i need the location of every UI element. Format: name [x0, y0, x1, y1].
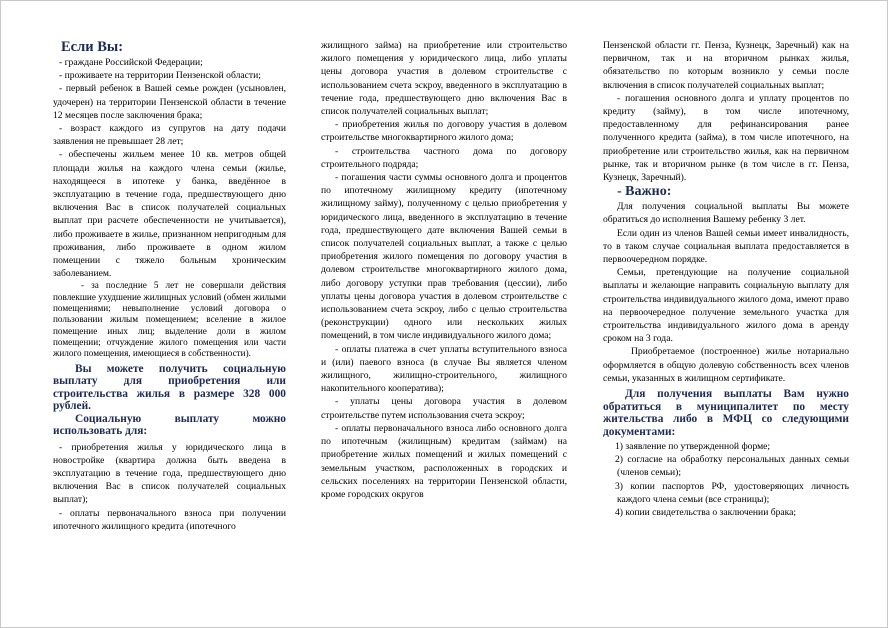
usage-escrow: - уплаты цены договора участия в долевом строительстве путем использования счета эскроу; — [321, 396, 567, 421]
usage-mortgage-land: - оплаты первоначального взноса либо основного долга по ипотечным (жилищным) кредитам (займам) на приобретение жилых помещений и жилых помещений с земельным участком, расположенных в городских и сельских поселениях на территории Пензенской области, кроме городских округов — [321, 422, 567, 500]
usage-loan-repayment: - погашения части суммы основного долга и процентов по ипотечному жилищному кредиту (ипотечному жилищному займу), полученному с целью приобретения у юридического лица, введенного в эксплуатацию в течение года, предшествующего дате включения Вашей семьи в список получателей социальных выплат, а также с целью приобретения жилого помещения по договору участия в долевом строительстве многоквартирного жилого дома, либо договору уступки прав требования (цессии), либо уплаты цены договора участия в долевом строительстве с использованием счета эскроу, либо с целью строительства (реконструкции) одного или нескольких жилых помещений, в том числе индивидуального жилого дома; — [321, 172, 567, 342]
usage-continued: жилищного займа) на приобретение или строительство жилого помещения у юридического лица, либо уплаты цены договора участия в долевом строительстве с использованием счета эскроу, введенного в эксплуатацию в течение года, предшествующего дню включения Вас в список получателей социальных выплат; — [321, 40, 567, 118]
usage-cooperative-fee: - оплаты платежа в счет уплаты вступительного взноса и (или) паевого взноса (в случае Вы является членом жилищного, жилищно-строительного, жилищного накопительного кооператива); — [321, 343, 567, 395]
condition-housing: - обеспечены жильем менее 10 кв. метров общей площади жилья на каждого члена семьи (жилье, находящееся в ипотеке у банка, введённое в эксплуатацию в течение года, предшествующего дню включения Вас в список получателей социальных выплат при расчете обеспеченности не учитывается), либо проживаете в жилье, признанном непригодным для проживания, либо проживаете в одном жилом помещении с тяжело больным хроническим заболеванием. — [53, 149, 286, 280]
subheading-payment-usage: Социальную выплату можно использовать для: — [53, 412, 286, 438]
usage-new-building: - приобретения жилья у юридического лица в новостройке (квартира должна быть введена в эксплуатацию в течение года, предшествующего дню включения Вас в список получателей социальных выплат); — [53, 441, 286, 506]
column-left — [53, 39, 286, 619]
usage-refinancing: - погашения основного долга и уплату процентов по кредиту (займу), в том числе ипотечному, предоставленному для рефинансирования ранее полученного кредита (займа), в том числе ипотечного, на приобретение или строительство жилья, как на первичном рынке, так и вторичном рынке (в том числе в гг. Пенза, Кузнецк, Заречный). — [603, 92, 849, 184]
condition-citizenship: - граждане Российской Федерации; — [59, 57, 203, 68]
column-middle — [321, 39, 567, 619]
heading-if-you: Если Вы: — [61, 39, 124, 55]
condition-residence: - проживаете на территории Пензенской области; — [59, 70, 261, 82]
subheading-documents: Для получения выплаты Вам нужно обратиться в муниципалитет по месту жительства либо в МФЦ со следующими документами: — [603, 388, 849, 438]
usage-continued-2: Пензенской области гг. Пенза, Кузнецк, Заречный) как на первичном, так и на вторичном рынках жилья, обязательство по которым возникло у семьи после включения в список получателей социальных выплат; — [603, 40, 849, 91]
document-item: 4) копии свидетельства о заключении брака; — [615, 507, 797, 519]
column-right — [603, 39, 849, 619]
usage-shared-construction: - приобретения жилья по договору участия в долевом строительстве многоквартирного жилого дома; — [321, 119, 567, 144]
document-item: 1) заявление по утвержденной форме; — [615, 441, 771, 453]
heading-important: - Важно: — [617, 184, 672, 200]
subheading-payment-amount: Вы можете получить социальную выплату для приобретения или строительства жилья в размере 328 000 рублей. — [53, 362, 286, 413]
document-item: 3) копии паспортов РФ, удостоверяющих личность каждого члена семьи (все страницы); — [615, 480, 849, 505]
usage-down-payment: - оплаты первоначального взноса при получении ипотечного жилищного кредита (ипотечного — [53, 507, 286, 532]
condition-first-child: - первый ребенок в Вашей семье рожден (усыновлен, удочерен) на территории Пензенской области в течение 12 месяцев после заключения брака; — [53, 83, 286, 121]
usage-private-house: - строительства частного дома по договору строительного подряда; — [321, 145, 567, 170]
note-child-age: Для получения социальной выплаты Вы можете обратиться до исполнения Вашему ребенку 3 лет. — [603, 201, 849, 226]
note-land-plot: Семьи, претендующие на получение социальной выплаты и желающие направить социальную выплату для строительства индивидуального жилого дома, имеют право на первоочередное получение земельного участка для строительства индивидуального жилого дома в аренду сроком на 3 года. — [603, 267, 849, 345]
condition-no-worsening: - за последние 5 лет не совершали действия повлекшие ухудшение жилищных условий (обмен жилыми помещениями; невыполнение условий договора о пользовании жилым помещением; вселение в жилое помещение иных лиц; выделение доли в жилом помещении; отчуждение жилого помещения или части жилого помещения, имеющиеся в собственности). — [53, 280, 286, 359]
condition-age: - возраст каждого из супругов на дату подачи заявления не превышает 28 лет; — [53, 123, 286, 148]
document-item: 2) согласие на обработку персональных данных семьи (членов семьи); — [615, 454, 849, 479]
note-disability: Если один из членов Вашей семьи имеет инвалидность, то в таком случае социальная выплата предоставляется в первоочередном порядке. — [603, 227, 849, 266]
note-ownership: Приобретаемое (построенное) жилье нотариально оформляется в общую долевую собственность всех членов семьи, указанных в жилищном сертификате. — [603, 346, 849, 384]
